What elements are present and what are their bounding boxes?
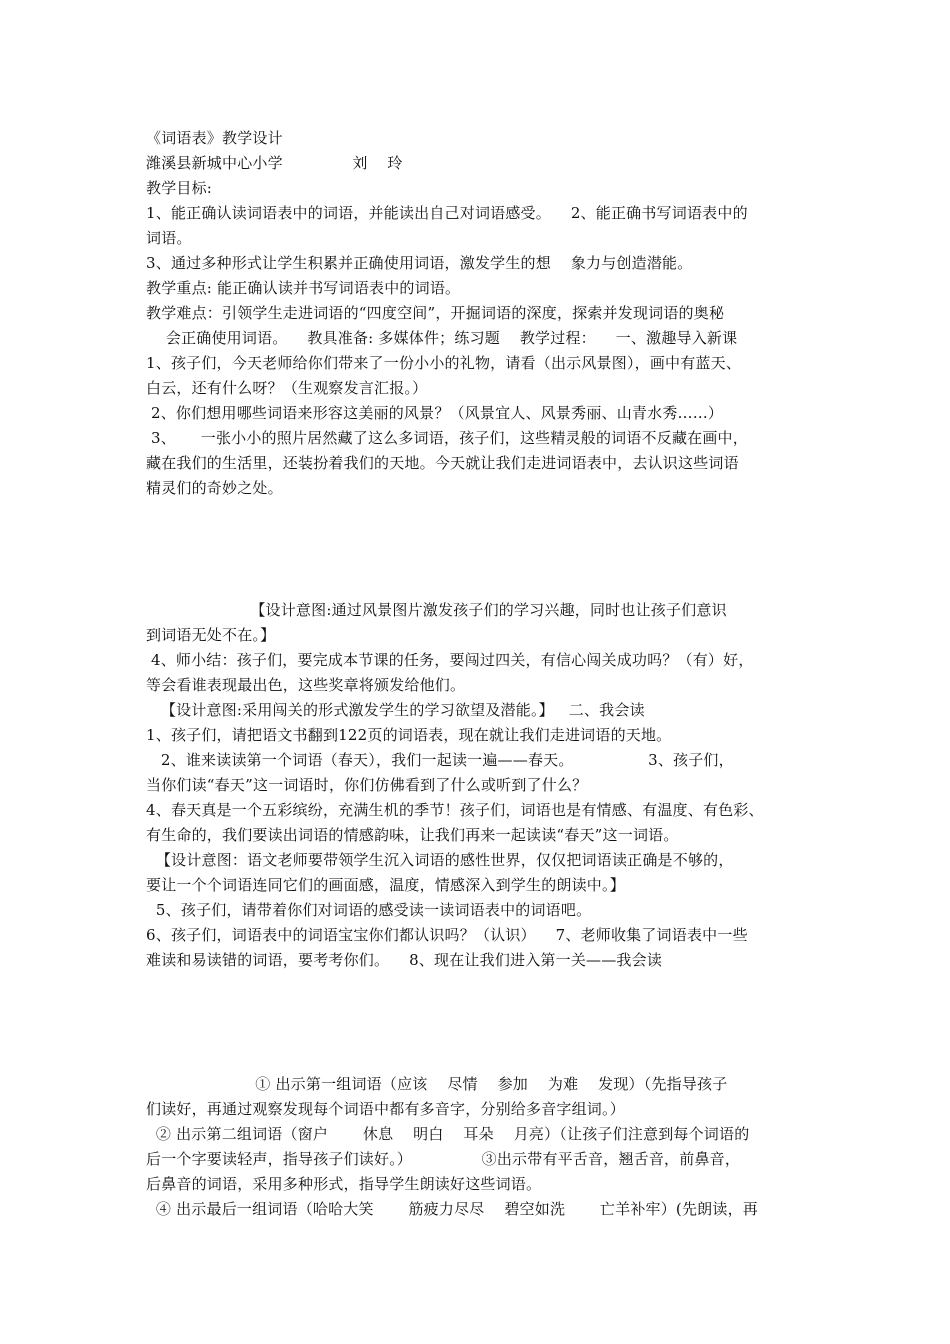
text-line: 2、你们想用哪些词语来形容这美丽的风景？（风景宜人、风景秀丽、山青水秀……） [146,404,724,422]
text-line: 1、能正确认读词语表中的词语，并能读出自己对词语感受。 2、能正确书写词语表中的 [146,204,748,222]
text-line: 们读好，再通过观察发现每个词语中都有多音字，分别给多音字组词。） [146,1100,625,1118]
text-line: 6、孩子们，词语表中的词语宝宝你们都认识吗？（认识） 7、老师收集了词语表中一些 [146,926,748,944]
text-line: 白云，还有什么呀？（生观察发言汇报。） [146,379,428,397]
word-group-line: ④ 出示最后一组词语（哈哈大笑 筋疲力尽尽 碧空如洗 亡羊补牢）(先朗读，再 [146,1200,758,1218]
text-line: 精灵们的奇妙之处。 [146,479,283,497]
text-line: 1、孩子们，今天老师给你们带来了一份小小的礼物，请看（出示风景图），画中有蓝天、 [146,354,742,372]
design-intent-line: 【设计意图:采用闯关的形式激发学生的学习欲望及潜能。】 二、我会读 [146,701,645,719]
text-line: 词语。 [146,229,192,247]
design-intent-line: 【设计意图：语文老师要带领学生沉入词语的感性世界，仅仅把词语读正确是不够的， [146,851,734,869]
text-line: 当你们读“春天”这一词语时，你们仿佛看到了什么或听到了什么？ [146,776,588,794]
text-line: 后鼻音的词语，采用多种形式，指导学生朗读好这些词语。 [146,1175,542,1193]
text-line: 1、孩子们，请把语文书翻到122页的词语表，现在就让我们走进词语的天地。 [146,726,672,744]
text-line: 到词语无处不在。】 [146,626,276,644]
text-line: 4、师小结：孩子们，要完成本节课的任务，要闯过四关，有信心闯关成功吗？（有）好， [146,651,754,669]
text-line: 教学难点：引领学生走进词语的“四度空间”，开掘词语的深度，探索并发现词语的奥秘 [146,304,725,322]
text-line: 藏在我们的生活里，还装扮着我们的天地。今天就让我们走进词语表中，去认识这些词语 [146,454,739,472]
text-line: 会正确使用词语。 教具准备: 多媒体件；练习题 教学过程： 一、激趣导入新课 [146,329,738,347]
text-line: 有生命的，我们要读出词语的情感韵味，让我们再来一起读读“春天”这一词语。 [146,826,679,844]
text-line: 等会看谁表现最出色，这些奖章将颁发给他们。 [146,676,466,694]
text-line: 4、春天真是一个五彩缤纷，充满生机的季节！孩子们，词语也是有情感、有温度、有色彩、 [146,801,764,819]
doc-title: 《词语表》教学设计 [146,129,283,147]
section-heading: 教学目标: [146,179,213,197]
author-line: 潍溪县新城中心小学 刘 玲 [146,154,403,172]
text-line: 教学重点: 能正确认读并书写词语表中的词语。 [146,279,461,297]
text-line: 3、 一张小小的照片居然藏了这么多词语，孩子们，这些精灵般的词语不反藏在画中， [146,429,748,447]
text-line: 后一个字要读轻声，指导孩子们读好。） ③出示带有平舌音，翘舌音，前鼻音， [146,1150,741,1168]
text-line: 要让一个个词语连同它们的画面感，温度，情感深入到学生的朗读中。】 [146,876,625,894]
text-line: 2、谁来读读第一个词语（春天），我们一起读一遍——春天。 3、孩子们， [146,751,734,769]
text-line: 难读和易读错的词语，要考考你们。 8、现在让我们进入第一关——我会读 [146,951,663,969]
word-group-line: ① 出示第一组词语（应该 尽情 参加 为难 发现）（先指导孩子 [146,1075,728,1093]
text-line: 5、孩子们，请带着你们对词语的感受读一读词语表中的词语吧。 [146,901,592,919]
text-line: 3、通过多种形式让学生积累并正确使用词语，激发学生的想 象力与创造潜能。 [146,254,693,272]
word-group-line: ② 出示第二组词语（窗户 休息 明白 耳朵 月亮）（让孩子们注意到每个词语的 [146,1125,750,1143]
design-intent-line: 【设计意图:通过风景图片激发孩子们的学习兴趣，同时也让孩子们意识 [146,601,727,619]
